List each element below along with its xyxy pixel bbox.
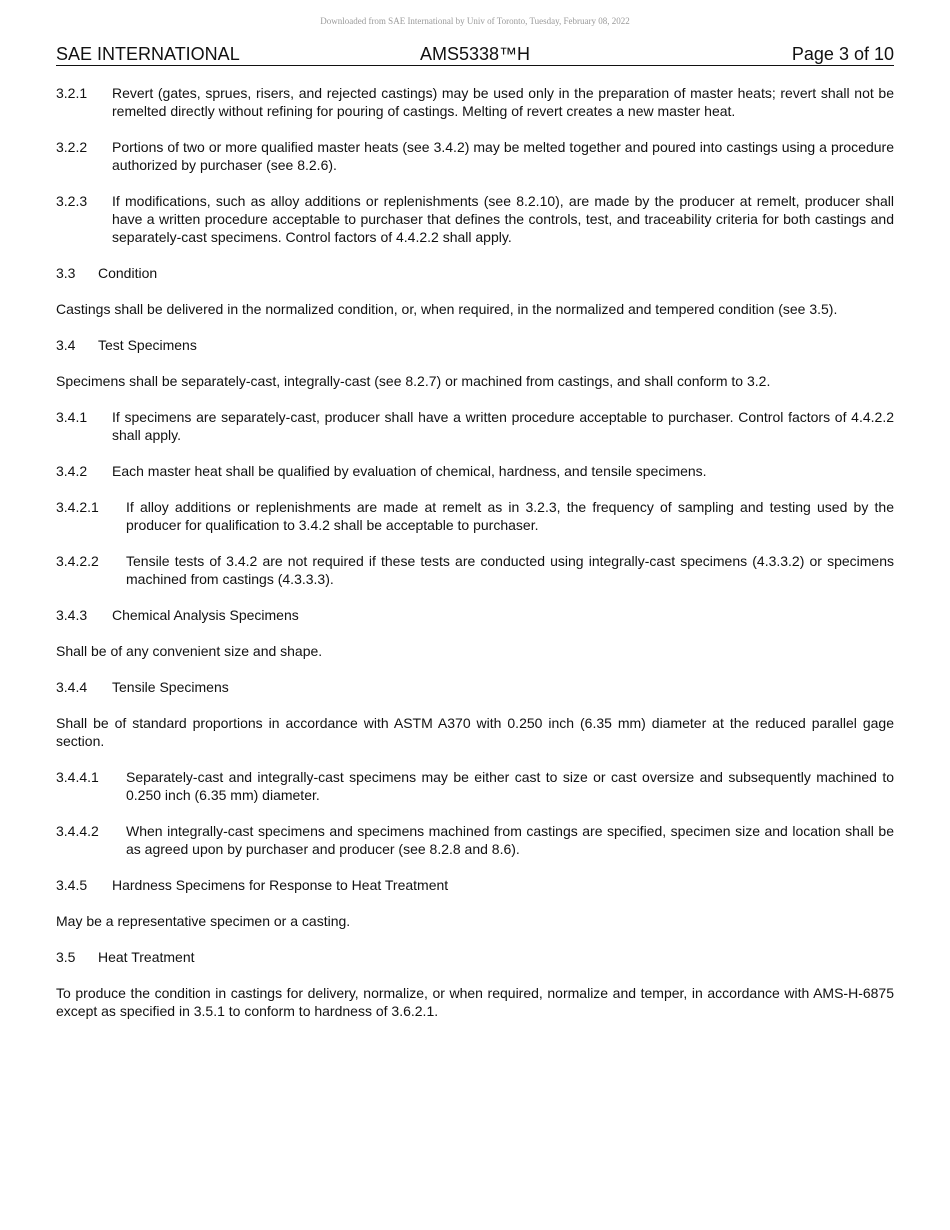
section-heading: Chemical Analysis Specimens: [112, 607, 299, 623]
section-number: 3.2.3: [56, 193, 88, 209]
heading-3-4: [56, 336, 894, 354]
section-number: 3.4.4: [56, 679, 88, 695]
section-3-2-3: [56, 192, 894, 246]
section-number: 3.2.2: [56, 139, 88, 155]
document-body: [56, 84, 894, 1038]
section-3-4-2: [56, 462, 894, 480]
section-text: If specimens are separately-cast, producer shall have a written procedure acceptable to purchaser. Control factors of 4.4.2.2 shall apply.: [112, 409, 894, 443]
section-3-4-4-1: [56, 768, 894, 804]
section-number: 3.3: [56, 265, 76, 281]
paragraph-hardness-specimens: May be a representative specimen or a casting.: [56, 913, 351, 929]
section-number: 3.4.5: [56, 877, 88, 893]
heading-3-4-4: [56, 678, 894, 696]
section-number: 3.4.2: [56, 463, 88, 479]
section-text: Separately-cast and integrally-cast specimens may be either cast to size or cast oversize and subsequently machined to 0.250 inch (6.35 mm) diameter.: [126, 769, 894, 803]
download-watermark: Downloaded from SAE International by Univ of Toronto, Tuesday, February 08, 2022: [320, 16, 630, 26]
header-organization: SAE INTERNATIONAL: [56, 44, 240, 64]
section-number: 3.4.1: [56, 409, 88, 425]
section-heading: Tensile Specimens: [112, 679, 229, 695]
section-number: 3.4.4.2: [56, 823, 99, 839]
section-heading: Condition: [98, 265, 158, 281]
section-text: If modifications, such as alloy additions or replenishments (see 8.2.10), are made by the producer at remelt, producer shall have a written procedure acceptable to purchaser that defines the controls, test, and traceability criteria for both castings and separately-cast specimens. Control factors of 4.4.2.2 shall apply.: [112, 193, 894, 245]
paragraph-heat-treatment: To produce the condition in castings for delivery, normalize, or when required, normalize and temper, in accordance with AMS-H-6875 except as specified in 3.5.1 to conform to hardness of 3.6.2.1.: [56, 985, 894, 1019]
section-number: 3.2.1: [56, 85, 88, 101]
paragraph-condition: Castings shall be delivered in the normalized condition, or, when required, in the normalized and tempered condition (see 3.5).: [56, 301, 838, 317]
section-heading: Heat Treatment: [98, 949, 195, 965]
heading-3-4-5: [56, 876, 894, 894]
paragraph-test-specimens: Specimens shall be separately-cast, integrally-cast (see 8.2.7) or machined from castings, and shall conform to 3.2.: [56, 373, 771, 389]
section-3-4-2-2: [56, 552, 894, 588]
header-page-number: Page 3 of 10: [791, 44, 894, 64]
section-number: 3.4: [56, 337, 76, 353]
section-heading: Hardness Specimens for Response to Heat Treatment: [112, 877, 449, 893]
section-3-4-1: [56, 408, 894, 444]
section-heading: Test Specimens: [98, 337, 197, 353]
section-text: If alloy additions or replenishments are made at remelt as in 3.2.3, the frequency of sampling and testing used by the producer for qualification to 3.4.2 shall be acceptable to purchaser.: [126, 499, 894, 533]
section-text: Each master heat shall be qualified by evaluation of chemical, hardness, and tensile specimens.: [112, 463, 707, 479]
heading-3-5: [56, 948, 894, 966]
section-3-2-2: [56, 138, 894, 174]
heading-3-4-3: [56, 606, 894, 624]
heading-3-3: [56, 264, 894, 282]
section-number: 3.4.3: [56, 607, 88, 623]
section-number: 3.4.4.1: [56, 769, 99, 785]
section-3-2-1: [56, 84, 894, 120]
section-number: 3.4.2.2: [56, 553, 99, 569]
paragraph-tensile-specimens: Shall be of standard proportions in accordance with ASTM A370 with 0.250 inch (6.35 mm) diameter at the reduced parallel gage section.: [56, 715, 894, 749]
paragraph-chemical-specimens: Shall be of any convenient size and shape.: [56, 643, 323, 659]
section-number: 3.4.2.1: [56, 499, 99, 515]
section-3-4-2-1: [56, 498, 894, 534]
section-text: Revert (gates, sprues, risers, and rejected castings) may be used only in the preparation of master heats; revert shall not be remelted directly without refining for pouring of castings. Melting of revert creates a new master heat.: [112, 85, 894, 119]
header-document-number: AMS5338™H: [420, 44, 531, 64]
section-text: Tensile tests of 3.4.2 are not required if these tests are conducted using integrally-cast specimens (4.3.3.2) or specimens machined from castings (4.3.3.3).: [126, 553, 894, 587]
section-number: 3.5: [56, 949, 76, 965]
section-text: When integrally-cast specimens and specimens machined from castings are specified, specimen size and location shall be as agreed upon by purchaser and producer (see 8.2.8 and 8.6).: [126, 823, 894, 857]
section-text: Portions of two or more qualified master heats (see 3.4.2) may be melted together and poured into castings using a procedure authorized by purchaser (see 8.2.6).: [112, 139, 894, 173]
page-header: [56, 44, 894, 66]
section-3-4-4-2: [56, 822, 894, 858]
